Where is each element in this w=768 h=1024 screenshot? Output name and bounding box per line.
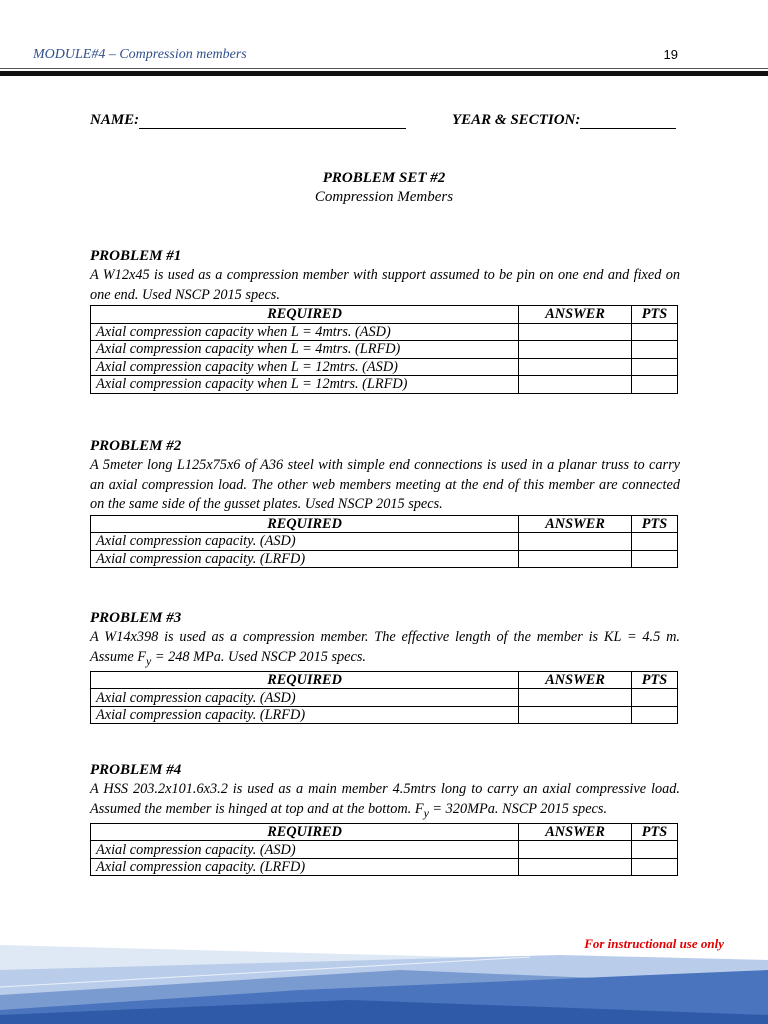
pts-cell[interactable] xyxy=(632,550,678,568)
pts-cell[interactable] xyxy=(632,689,678,707)
problem-text-part: = 320MPa. NSCP 2015 specs. xyxy=(428,800,608,817)
table-row xyxy=(91,841,678,859)
module-title: MODULE#4 – Compression members xyxy=(33,47,247,62)
pts-cell[interactable] xyxy=(632,341,678,359)
answer-cell[interactable] xyxy=(519,376,632,394)
problem-text-subscript: y xyxy=(423,805,429,820)
required-cell: Axial compression capacity. (ASD) xyxy=(91,533,519,551)
table-header-row xyxy=(91,823,678,841)
required-header: REQUIRED xyxy=(91,671,519,689)
problem-text-part: A HSS 203.2x101.6x3.2 is used as a main member 4.5mtrs long to carry an axial compressive load. Assumed the member is hinged at top and at the bottom. F xyxy=(90,781,680,817)
pts-cell[interactable] xyxy=(632,858,678,876)
answer-cell[interactable] xyxy=(519,841,632,859)
table-row xyxy=(91,706,678,724)
required-cell: Axial compression capacity. (ASD) xyxy=(91,841,519,859)
table-header-row xyxy=(91,671,678,689)
required-cell: Axial compression capacity. (ASD) xyxy=(91,689,519,707)
pts-cell[interactable] xyxy=(632,358,678,376)
required-cell: Axial compression capacity when L = 12mtrs. (ASD) xyxy=(91,358,519,376)
problem-4 xyxy=(90,760,680,876)
header-rule-thin xyxy=(0,68,768,69)
problem-text: A W12x45 is used as a compression member with support assumed to be pin on one end and fixed on one end. Used NSCP 2015 specs. xyxy=(90,267,680,303)
answer-cell[interactable] xyxy=(519,341,632,359)
problem-1 xyxy=(90,246,680,394)
table-row xyxy=(91,689,678,707)
problem-3 xyxy=(90,608,680,724)
name-blank[interactable] xyxy=(139,113,406,129)
answer-header: ANSWER xyxy=(519,671,632,689)
answer-header: ANSWER xyxy=(519,515,632,533)
pts-header: PTS xyxy=(632,671,678,689)
answer-table xyxy=(90,305,678,394)
pts-cell[interactable] xyxy=(632,841,678,859)
required-header: REQUIRED xyxy=(91,823,519,841)
year-section-field xyxy=(452,112,676,129)
required-cell: Axial compression capacity. (LRFD) xyxy=(91,706,519,724)
pts-header: PTS xyxy=(632,306,678,324)
problem-set-title: PROBLEM SET #2 xyxy=(322,170,446,186)
problem-text xyxy=(90,780,680,823)
problem-set-subtitle: Compression Members xyxy=(314,189,454,205)
problem-text-subscript: y xyxy=(146,653,152,668)
problem-2 xyxy=(90,436,680,568)
pts-header: PTS xyxy=(632,515,678,533)
page-number: 19 xyxy=(663,47,678,62)
year-section-label: YEAR & SECTION: xyxy=(452,112,581,128)
table-header-row xyxy=(91,515,678,533)
table-row xyxy=(91,533,678,551)
table-header-row xyxy=(91,306,678,324)
required-cell: Axial compression capacity. (LRFD) xyxy=(91,550,519,568)
problem-title: PROBLEM #4 xyxy=(90,762,182,778)
table-row xyxy=(91,323,678,341)
required-header: REQUIRED xyxy=(91,306,519,324)
table-row xyxy=(91,376,678,394)
answer-cell[interactable] xyxy=(519,323,632,341)
required-cell: Axial compression capacity when L = 4mtrs. (LRFD) xyxy=(91,341,519,359)
answer-cell[interactable] xyxy=(519,358,632,376)
answer-header: ANSWER xyxy=(519,823,632,841)
table-row xyxy=(91,550,678,568)
answer-table xyxy=(90,515,678,569)
required-cell: Axial compression capacity. (LRFD) xyxy=(91,858,519,876)
problem-text xyxy=(90,628,680,671)
name-field xyxy=(90,112,406,129)
name-label: NAME: xyxy=(90,112,140,128)
answer-header: ANSWER xyxy=(519,306,632,324)
problem-text-part: = 248 MPa. Used NSCP 2015 specs. xyxy=(151,648,366,665)
table-row xyxy=(91,858,678,876)
footer-note: For instructional use only xyxy=(584,936,724,951)
answer-cell[interactable] xyxy=(519,706,632,724)
answer-cell[interactable] xyxy=(519,533,632,551)
pts-cell[interactable] xyxy=(632,376,678,394)
footer-wave-decoration xyxy=(0,915,768,1024)
required-cell: Axial compression capacity when L = 4mtrs. (ASD) xyxy=(91,323,519,341)
problem-title: PROBLEM #2 xyxy=(90,438,182,454)
answer-table xyxy=(90,823,678,877)
year-section-blank[interactable] xyxy=(580,113,676,129)
pts-cell[interactable] xyxy=(632,533,678,551)
pts-cell[interactable] xyxy=(632,706,678,724)
answer-table xyxy=(90,671,678,725)
table-row xyxy=(91,341,678,359)
pts-cell[interactable] xyxy=(632,323,678,341)
required-header: REQUIRED xyxy=(91,515,519,533)
answer-cell[interactable] xyxy=(519,858,632,876)
header-rule-thick xyxy=(0,71,768,76)
table-row xyxy=(91,358,678,376)
problem-title: PROBLEM #1 xyxy=(90,248,182,264)
required-cell: Axial compression capacity when L = 12mtrs. (LRFD) xyxy=(91,376,519,394)
problem-text-part: A W14x398 is used as a compression member. The effective length of the member is KL = 4.5 m. Assume F xyxy=(90,629,680,665)
answer-cell[interactable] xyxy=(519,689,632,707)
answer-cell[interactable] xyxy=(519,550,632,568)
pts-header: PTS xyxy=(632,823,678,841)
problem-title: PROBLEM #3 xyxy=(90,610,182,626)
problem-text: A 5meter long L125x75x6 of A36 steel with simple end connections is used in a planar truss to carry an axial compression load. The other web members meeting at the end of this member are connected on the same side of the gusset plates. Used NSCP 2015 specs. xyxy=(90,457,680,512)
